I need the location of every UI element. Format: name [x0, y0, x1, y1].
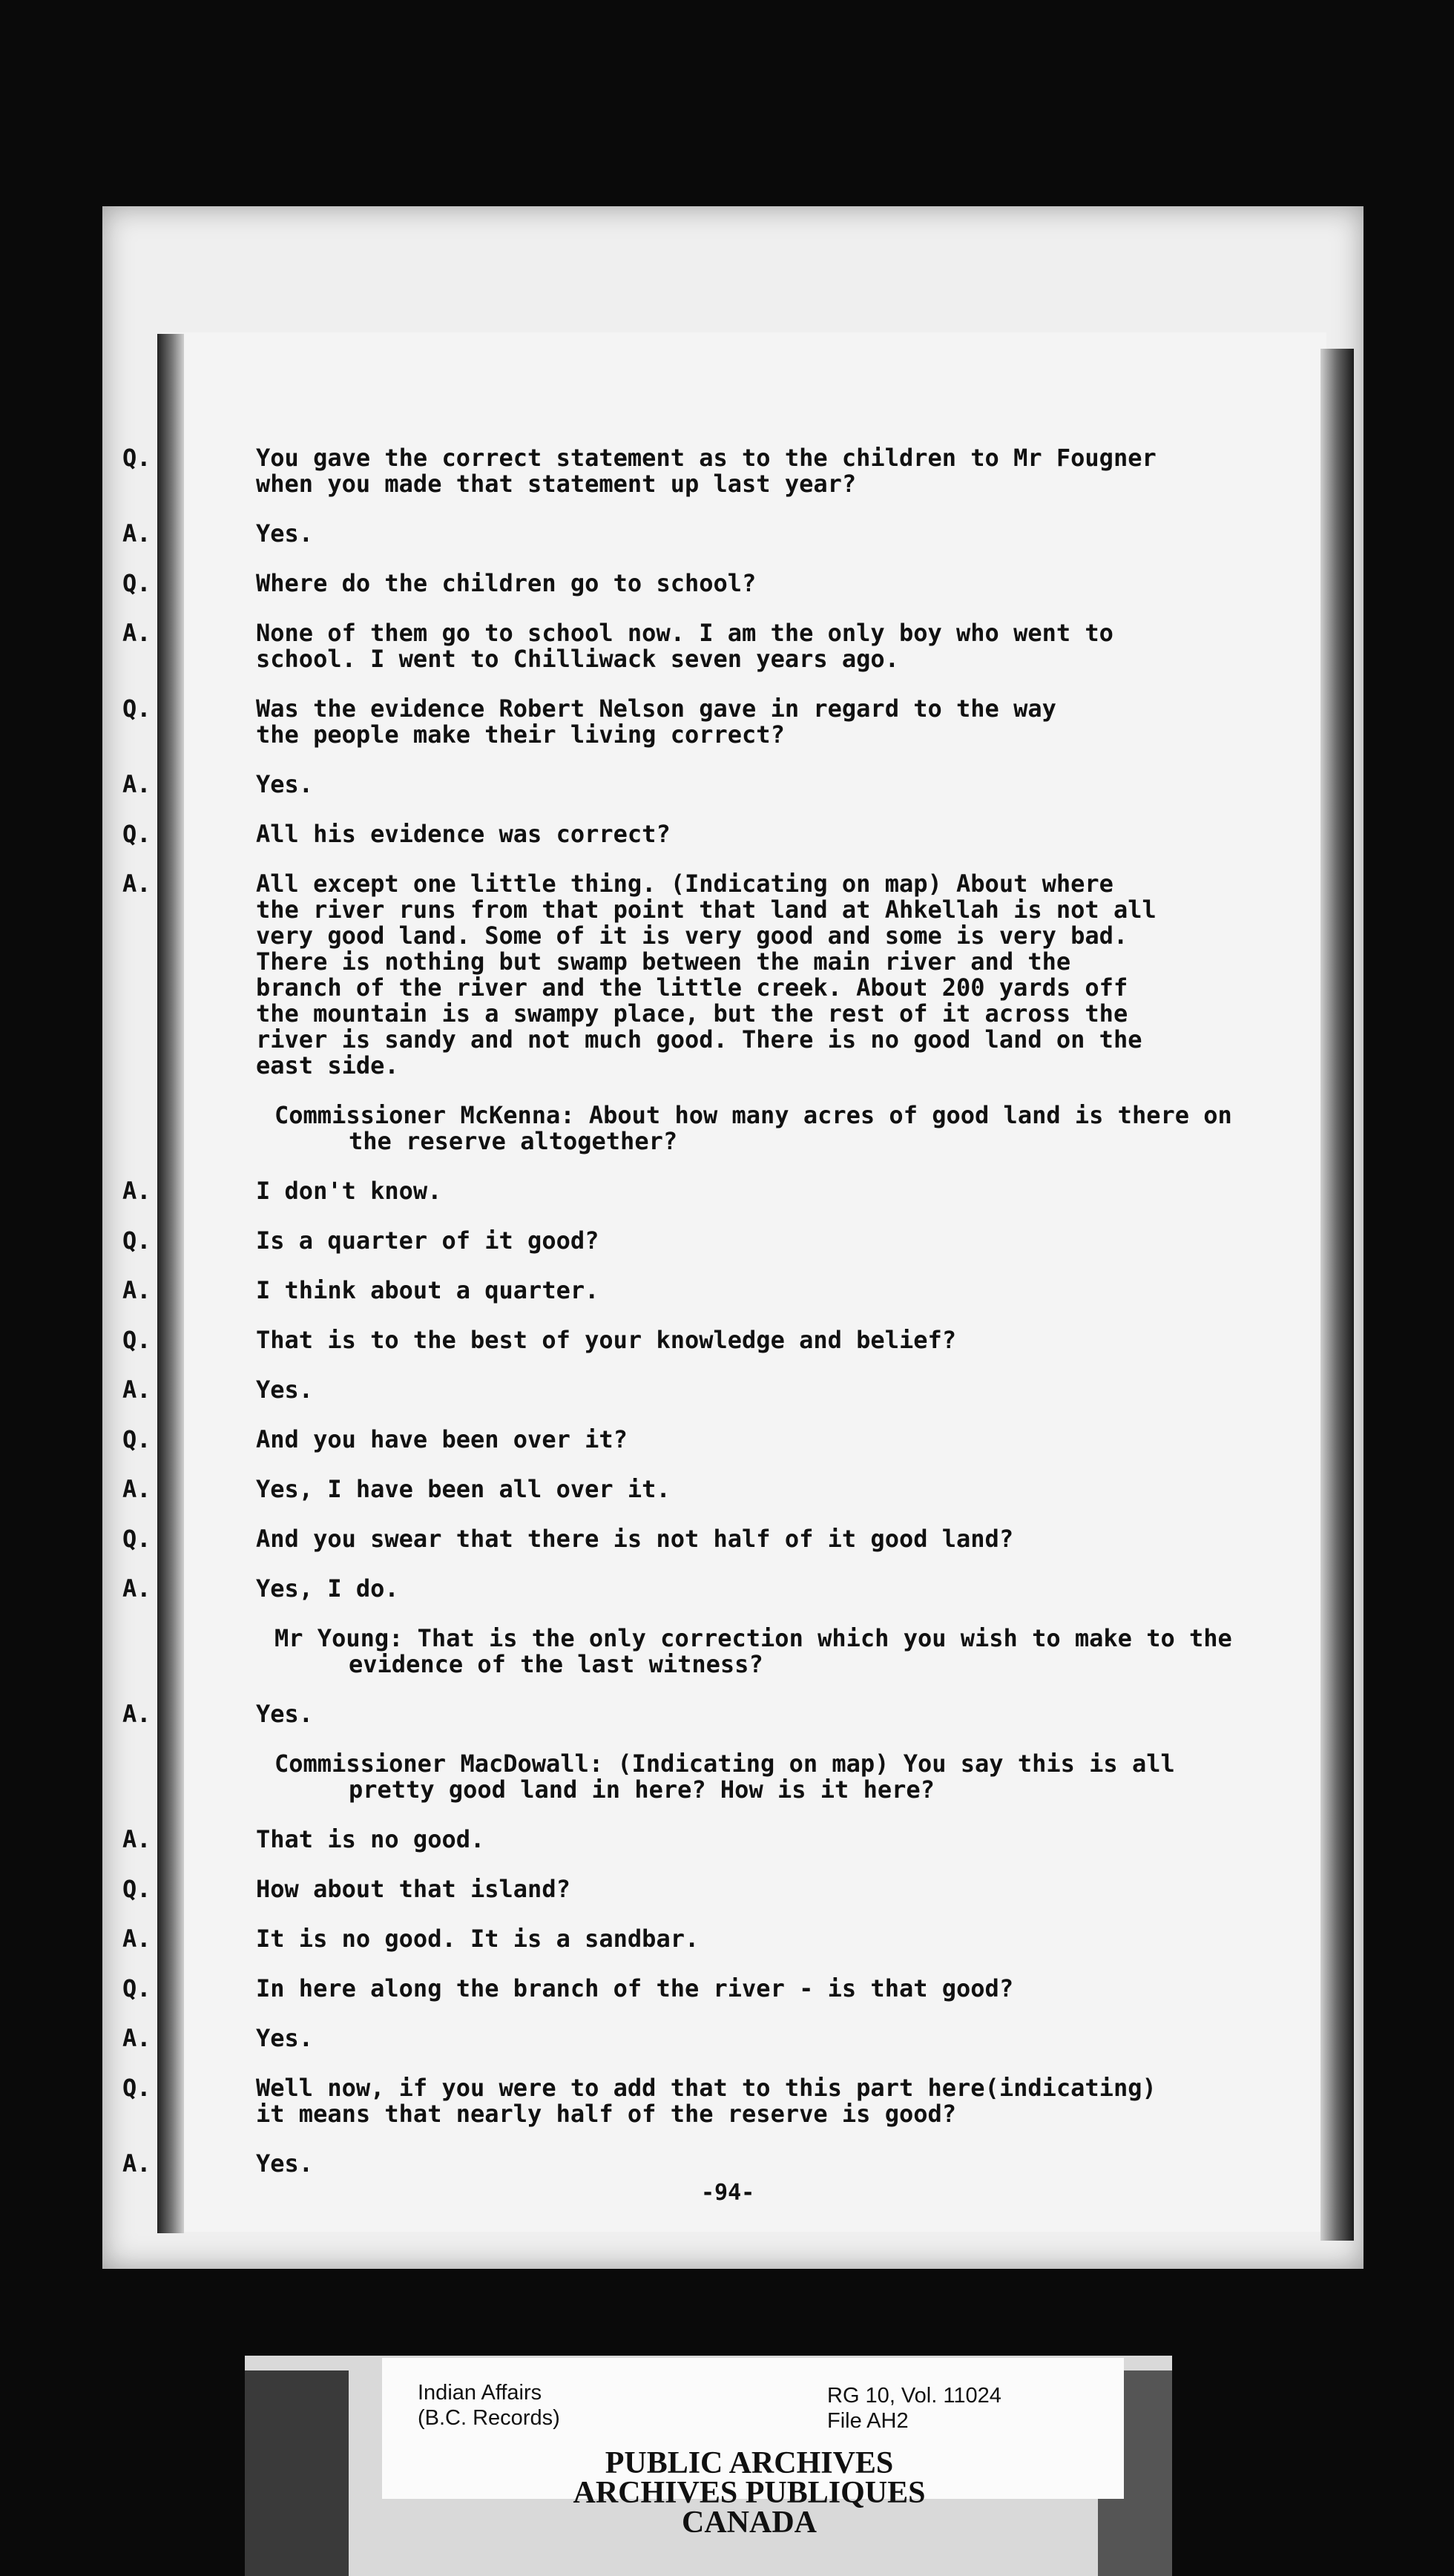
qa-mark: A. — [122, 2024, 151, 2052]
qa-entry — [122, 770, 1302, 798]
qa-mark: A. — [122, 1574, 151, 1603]
qa-text: Was the evidence Robert Nelson gave in regard to the way the people make their living correct? — [256, 694, 1056, 749]
label-collection-line1: Indian Affairs — [418, 2381, 542, 2405]
public-archives-stamp — [475, 2446, 1024, 2540]
qa-text: All his evidence was correct? — [256, 820, 671, 848]
speaker-mckenna: Commissioner McKenna: About how many acres of good land is there on the reserve altogether? — [274, 1101, 1232, 1155]
qa-mark: A. — [122, 1700, 151, 1728]
qa-text: None of them go to school now. I am the only boy who went to school. I went to Chilliwack seven years ago. — [256, 619, 1113, 673]
qa-block-4 — [122, 1825, 1302, 2178]
qa-text: That is to the best of your knowledge and belief? — [256, 1326, 957, 1354]
qa-mark: A. — [122, 1376, 151, 1404]
qa-entry — [122, 1974, 1302, 2002]
qa-block-1 — [122, 444, 1302, 1080]
qa-entry — [122, 1875, 1302, 1903]
label-collection — [418, 2380, 560, 2431]
qa-block-2 — [122, 1177, 1302, 1603]
label-reference-line1: RG 10, Vol. 11024 — [827, 2384, 1001, 2408]
qa-text: In here along the branch of the river - is that good? — [256, 1974, 1014, 2002]
qa-mark: A. — [122, 870, 151, 898]
qa-entry — [122, 2149, 1302, 2178]
qa-entry — [122, 444, 1302, 498]
qa-text: Yes. — [256, 1700, 314, 1728]
qa-mark: A. — [122, 619, 151, 647]
qa-text: Is a quarter of it good? — [256, 1226, 599, 1255]
qa-entry — [122, 1925, 1302, 1953]
qa-entry — [122, 569, 1302, 597]
qa-entry — [122, 694, 1302, 749]
qa-mark: A. — [122, 1825, 151, 1853]
qa-text: You gave the correct statement as to the children to Mr Fougner when you made that statement up last year? — [256, 444, 1157, 498]
qa-entry — [122, 1425, 1302, 1453]
qa-entry — [122, 1177, 1302, 1205]
qa-entry — [122, 2024, 1302, 2052]
qa-mark: Q. — [122, 569, 151, 597]
qa-mark: Q. — [122, 1425, 151, 1453]
stamp-line3: CANADA — [682, 2506, 817, 2540]
qa-mark: A. — [122, 519, 151, 548]
transcript-text — [122, 444, 1302, 2201]
label-reference-line2: File AH2 — [827, 2409, 909, 2433]
qa-text: It is no good. It is a sandbar. — [256, 1925, 700, 1953]
qa-mark: Q. — [122, 1326, 151, 1354]
qa-entry — [122, 1574, 1302, 1603]
qa-entry — [122, 1475, 1302, 1503]
qa-entry — [122, 519, 1302, 548]
qa-mark: A. — [122, 1925, 151, 1953]
qa-entry — [122, 1825, 1302, 1853]
qa-mark: Q. — [122, 1875, 151, 1903]
qa-mark: A. — [122, 1276, 151, 1304]
qa-text: Yes. — [256, 519, 314, 548]
right-edge-shadow — [1320, 349, 1354, 2241]
qa-text: And you have been over it? — [256, 1425, 628, 1453]
qa-entry — [122, 1525, 1302, 1553]
footer-shadow-left — [245, 2370, 349, 2576]
qa-entry — [122, 1326, 1302, 1354]
qa-mark: Q. — [122, 444, 151, 472]
qa-entry — [122, 619, 1302, 673]
qa-text: Well now, if you were to add that to this part here(indicating) it means that nearly half of the reserve is good? — [256, 2074, 1157, 2128]
stamp-line2: ARCHIVES PUBLIQUES — [573, 2476, 926, 2510]
qa-mark: A. — [122, 1475, 151, 1503]
speaker-young: Mr Young: That is the only correction which you wish to make to the evidence of the last witness? — [274, 1624, 1232, 1678]
qa-text: Yes, I do. — [256, 1574, 399, 1603]
label-reference — [827, 2383, 1001, 2434]
qa-text: Where do the children go to school? — [256, 569, 757, 597]
qa-text: I don't know. — [256, 1177, 442, 1205]
qa-entry — [122, 1376, 1302, 1404]
qa-text: That is no good. — [256, 1825, 485, 1853]
label-collection-line2: (B.C. Records) — [418, 2406, 560, 2430]
qa-mark: A. — [122, 1177, 151, 1205]
qa-mark: A. — [122, 770, 151, 798]
qa-mark: Q. — [122, 820, 151, 848]
qa-block-3 — [122, 1700, 1302, 1728]
qa-mark: Q. — [122, 2074, 151, 2102]
qa-text: Yes, I have been all over it. — [256, 1475, 671, 1503]
qa-mark: Q. — [122, 694, 151, 723]
qa-text: All except one little thing. (Indicating on map) About where the river runs from that point that land at Ahkellah is not all very good land. Some of it is very good and some is very bad. There is nothing but swamp between the main river and the branch of the river and the little creek. About 200 yards off the mountain is a swampy place, but the rest of it across the river is sandy and not much good. There is no good land on the east side. — [256, 870, 1157, 1080]
qa-entry — [122, 1276, 1302, 1304]
qa-text: How about that island? — [256, 1875, 570, 1903]
qa-entry — [122, 1226, 1302, 1255]
qa-text: And you swear that there is not half of it good land? — [256, 1525, 1014, 1553]
stamp-line1: PUBLIC ARCHIVES — [605, 2446, 894, 2480]
qa-text: Yes. — [256, 770, 314, 798]
speaker-macdowall: Commissioner MacDowall: (Indicating on map) You say this is all pretty good land in here? How is it here? — [274, 1749, 1175, 1804]
qa-text: I think about a quarter. — [256, 1276, 599, 1304]
qa-mark: A. — [122, 2149, 151, 2178]
qa-mark: Q. — [122, 1974, 151, 2002]
qa-mark: Q. — [122, 1525, 151, 1553]
qa-mark: Q. — [122, 1226, 151, 1255]
qa-entry — [122, 820, 1302, 848]
qa-entry — [122, 1700, 1302, 1728]
page-number: -94- — [701, 2180, 755, 2206]
qa-text: Yes. — [256, 2149, 314, 2178]
qa-text: Yes. — [256, 2024, 314, 2052]
qa-entry — [122, 870, 1302, 1080]
qa-entry — [122, 2074, 1302, 2128]
qa-text: Yes. — [256, 1376, 314, 1404]
